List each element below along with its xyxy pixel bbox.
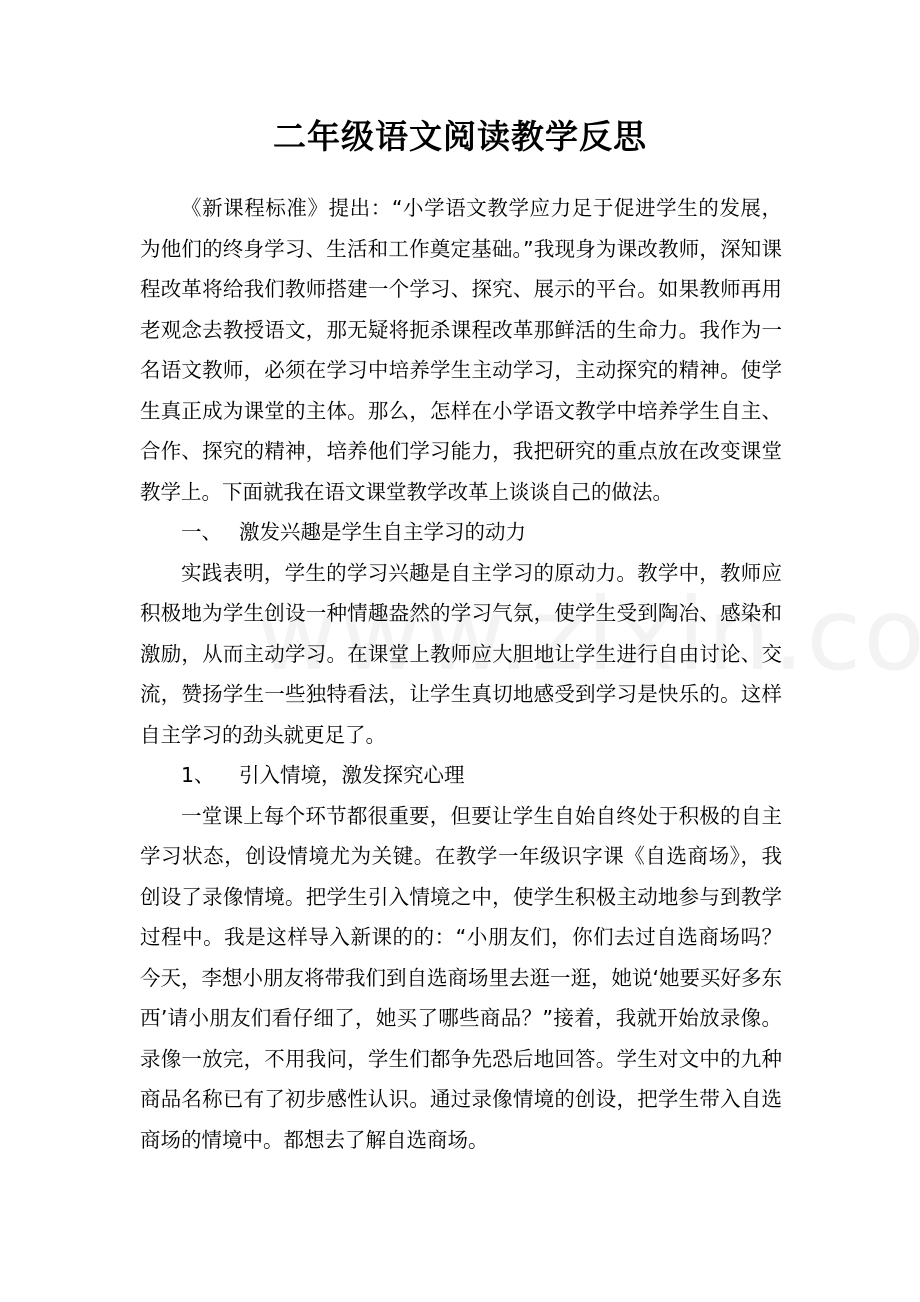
paragraph-intro: 《新课程标准》提出：“小学语文教学应力足于促进学生的发展，为他们的终身学习、生活和工作奠定基础。”我现身为课改教师，深知课程改革将给我们教师搭建一个学习、探究、展示的平台。如果教师再用老观念去教授语文，那无疑将扼杀课程改革那鲜活的生命力。我作为一名语文教师，必须在学习中培养学生主动学习，主动探究的精神。使学生真正成为课堂的主体。那么，怎样在小学语文教学中培养学生自主、合作、探究的精神，培养他们学习能力，我把研究的重点放在改变课堂教学上。下面就我在语文课堂教学改革上谈谈自己的做法。 xyxy=(140,196,782,504)
subsection-heading-1 xyxy=(140,755,782,796)
document-body xyxy=(140,188,782,1160)
section-heading-1 xyxy=(140,512,782,553)
section-heading-text: 激发兴趣是学生自主学习的动力 xyxy=(239,520,526,544)
document-title: 二年级语文阅读教学反思 xyxy=(273,117,647,156)
subsection-heading-text: 引入情境，激发探究心理 xyxy=(239,763,465,787)
subsection-heading-number: 1、 xyxy=(181,763,215,787)
section-heading-number: 一、 xyxy=(181,520,222,544)
paragraph-section-1: 实践表明，学生的学习兴趣是自主学习的原动力。教学中，教师应积极地为学生创设一种情趣盎然的学习气氛，使学生受到陶冶、感染和激励，从而主动学习。在课堂上教师应大胆地让学生进行自由讨论、交流，赞扬学生一些独特看法，让学生真切地感受到学习是快乐的。这样自主学习的劲头就更足了。 xyxy=(140,560,782,747)
paragraph-subsection-1: 一堂课上每个环节都很重要，但要让学生自始自终处于积极的自主学习状态，创设情境尤为关键。在教学一年级识字课《自选商场》，我创设了录像情境。把学生引入情境之中，使学生积极主动地参与到教学过程中。我是这样导入新课的的：“小朋友们，你们去过自选商场吗？今天，李想小朋友将带我们到自选商场里去逛一逛，她说‘她要买好多东西’请小朋友们看仔细了，她买了哪些商品？”接着，我就开始放录像。录像一放完，不用我问，学生们都争先恐后地回答。学生对文中的九种商品名称已有了初步感性认识。通过录像情境的创设，把学生带入自选商场的情境中。都想去了解自选商场。 xyxy=(140,803,783,1152)
